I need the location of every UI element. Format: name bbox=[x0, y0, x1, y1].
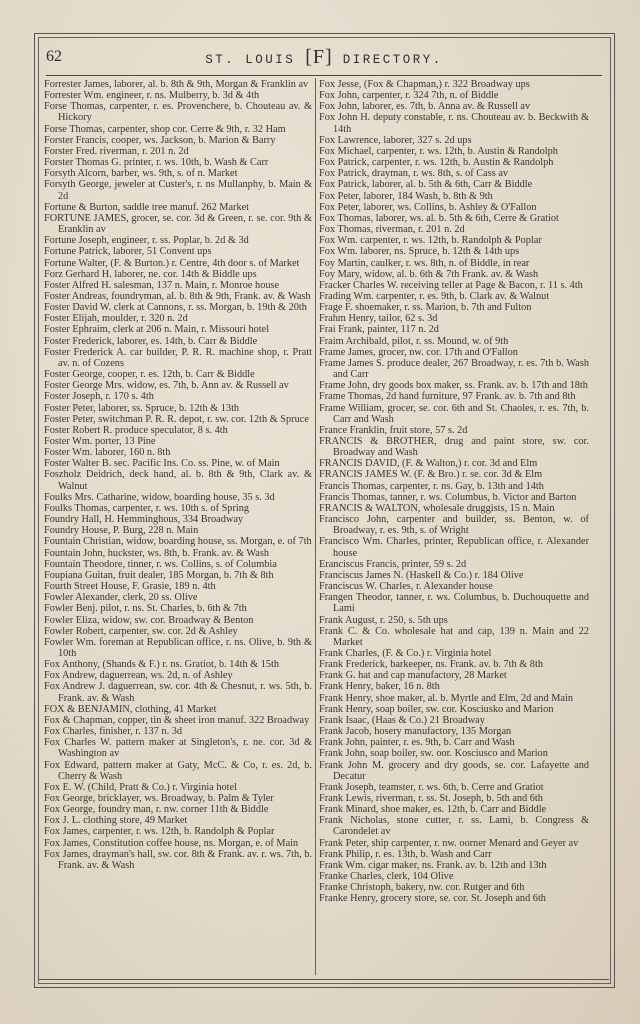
directory-entry: Foupiana Guitan, fruit dealer, 185 Morgan, b. 7th & 8th bbox=[44, 569, 274, 581]
directory-entry: Fox Michael, carpenter, r. ws. 12th, b. Austin & Randolph bbox=[319, 145, 558, 157]
directory-entry: Frahm Henry, tailor, 62 s. 3d bbox=[319, 313, 438, 325]
directory-entry: Francisco John, carpenter and builder, ss. Benton, w. of Broadway, r. es. 9th, s. of Wright bbox=[319, 514, 589, 537]
directory-entry: Forrester Wm. engineer, r. ns. Mulberry, b. 3d & 4th bbox=[44, 90, 260, 102]
directory-entry: Fox E. W. (Child, Pratt & Co.) r. Virginia hotel bbox=[44, 781, 237, 793]
directory-entry: Frank Charles, (F. & Co.) r. Virginia hotel bbox=[319, 647, 492, 659]
directory-entry: Fox James, drayman's hall, sw. cor. 8th & Frank. av. r. ws. 7th, b. Frank. av. & Wash bbox=[44, 848, 312, 871]
directory-entry: FRANCIS & BROTHER, drug and paint store, sw. cor. Broadway and Wash bbox=[319, 436, 589, 459]
directory-entry: FORTUNE JAMES, grocer, se. cor. 3d & Green, r. se. cor. 9th & Eranklin av bbox=[44, 212, 312, 236]
directory-entry: Foulks Mrs. Catharine, widow, boarding house, 35 s. 3d bbox=[44, 491, 275, 503]
directory-entry: Foster Ephraim, clerk at 206 n. Main, r. Missouri hotel bbox=[44, 324, 270, 336]
title-directory: DIRECTORY. bbox=[342, 52, 443, 67]
directory-entry: Fox & Chapman, copper, tin & sheet iron manuf. 322 Broadway bbox=[44, 714, 310, 726]
directory-entry: Forsyth George, jeweler at Custer's, r. ns Mullanphy, b. Main & 2d bbox=[44, 179, 312, 202]
directory-entry: Frank John, painter, r. es. 9th, b. Carr and Wash bbox=[319, 737, 515, 749]
directory-entry: Frank Lewis, riverman, r. ss. St. Joseph, b. 5th and 6th bbox=[319, 793, 543, 804]
directory-entry: Fox Jesse, (Fox & Chapman,) r. 322 Broadway ups bbox=[319, 79, 530, 90]
directory-entry: Forsyth Alcorn, barber, ws. 9th, s. of n. Market bbox=[44, 168, 238, 180]
page-title bbox=[86, 46, 562, 69]
directory-entry: Fox Wm. laborer, ns. Spruce, b. 12th & 14th ups bbox=[319, 246, 520, 258]
directory-entry: Fox George, bricklayer, ws. Broadway, b. Palm & Tyler bbox=[44, 793, 274, 804]
directory-entry: Frank Jacob, hosery manufactory, 135 Morgan bbox=[319, 726, 512, 738]
directory-entry: Fox Patrick, carpenter, r. ws. 12th, b. Austin & Randolph bbox=[319, 157, 554, 169]
directory-entry: Fox Anthony, (Shands & F.) r. ns. Gratiot, b. 14th & 15th bbox=[44, 659, 280, 671]
directory-entry: Fox Charles W. pattern maker at Singleton's, r. ne. cor. 3d & Washington av bbox=[44, 737, 312, 760]
directory-entry: Fox Wm. carpenter, r. ws. 12th, b. Randolph & Poplar bbox=[319, 235, 542, 247]
directory-entry: Fox Thomas, laborer, ws. al. b. 5th & 6th, Cerre & Gratiot bbox=[319, 212, 559, 224]
directory-entry: Foster Peter, switchman P. R. R. depot, r. sw. cor. 12th & Spruce bbox=[44, 413, 309, 425]
directory-entry: Foundry House, P. Burg, 228 n. Main bbox=[44, 525, 199, 537]
directory-entry: Foster George Mrs. widow, es. 7th, b. Ann av. & Russell av bbox=[44, 380, 289, 392]
directory-entry: Franciscus W. Charles, r. Alexander house bbox=[319, 581, 493, 593]
directory-entry: Fraim Archibald, pilot, r. ss. Mound, w. of 9th bbox=[319, 335, 509, 347]
directory-entry: Fountain Theodore, tinner, r. ws. Collins, s. of Columbia bbox=[44, 558, 277, 570]
directory-entry: Francis Thomas, tanner, r. ws. Columbus, b. Victor and Barton bbox=[319, 491, 577, 503]
directory-entry: Foster David W. clerk at Cannons, r. ss. Morgan, b. 19th & 20th bbox=[44, 302, 307, 314]
page-header bbox=[46, 44, 602, 70]
directory-entry: Foulks Thomas, carpenter, r. ws. 10th s. of Spring bbox=[44, 502, 250, 514]
directory-entry: Franciscus James N. (Haskell & Co.) r. 184 Olive bbox=[319, 569, 524, 581]
directory-entry: Foster Frederick, laborer, es. 14th, b. Carr & Biddle bbox=[44, 335, 258, 347]
directory-entry: Foster Wm. laborer, 160 n. 8th bbox=[44, 447, 171, 459]
directory-entry: Forster Fred. riverman, r. 201 n. 2d bbox=[44, 145, 189, 157]
directory-entry: Frai Frank, painter, 117 n. 2d bbox=[319, 324, 439, 336]
directory-entry: Fox John, laborer, es. 7th, b. Anna av. & Russell av bbox=[319, 101, 531, 113]
directory-entry: Foster Peter, laborer, ss. Spruce, b. 12th & 13th bbox=[44, 402, 240, 414]
directory-column-left bbox=[44, 79, 312, 871]
directory-entry: Forster Francis, cooper, ws. Jackson, b. Marion & Barry bbox=[44, 134, 276, 146]
directory-entry: Frame Thomas, 2d hand furniture, 97 Frank. av. b. 7th and 8th bbox=[319, 391, 576, 403]
directory-entry: Frame James, grocer, nw. cor. 17th and O'Fallon bbox=[319, 346, 518, 358]
directory-entry: Fortune & Burton, saddle tree manuf. 262 Market bbox=[44, 201, 250, 213]
directory-entry: Foster George, cooper, r. es. 12th, b. Carr & Biddle bbox=[44, 369, 255, 381]
directory-entry: Foster Alfred H. salesman, 137 n. Main, r. Monroe house bbox=[44, 279, 280, 291]
directory-entry: Fox John H. deputy constable, r. ns. Chouteau av. b. Beckwith & 14th bbox=[319, 112, 589, 135]
directory-entry: FRANCIS JAMES W. (F. & Bro.) r. se. cor. 3d & Elm bbox=[319, 469, 543, 481]
directory-entry: Frank August, r. 250, s. 5th ups bbox=[319, 614, 448, 626]
directory-entry: Fourth Street House, F. Grasie, 189 n. 4th bbox=[44, 581, 216, 593]
directory-entry: Frank Philip, r. es. 13th, b. Wash and Carr bbox=[319, 848, 492, 860]
directory-entry: Foundry Hall, H. Hemminghous, 334 Broadway bbox=[44, 514, 244, 526]
title-letter: [F] bbox=[305, 45, 333, 68]
directory-entry: Eranciscus Francis, printer, 59 s. 2d bbox=[319, 558, 467, 570]
directory-entry: Fox Charles, finisher, r. 137 n. 3d bbox=[44, 726, 183, 738]
directory-entry: Fox Edward, pattern maker at Gaty, McC. & Co, r. es. 2d, b. Cherry & Wash bbox=[44, 759, 312, 782]
directory-entry: Fortune Joseph, engineer, r. ss. Poplar, b. 2d & 3d bbox=[44, 235, 249, 247]
directory-entry: Fowler Alexander, clerk, 20 ss. Olive bbox=[44, 592, 198, 604]
directory-entry: Fowler Wm. foreman at Republican office, r. ns. Olive, b. 9th & 10th bbox=[44, 636, 312, 659]
directory-entry: Foster Robert R. produce speculator, 8 s. 4th bbox=[44, 424, 228, 436]
directory-entry: FRANCIS DAVID, (F. & Walton,) r. cor. 3d and Elm bbox=[319, 458, 538, 470]
directory-entry: Fox George, foundry man, r. nw. corner 11th & Biddle bbox=[44, 804, 269, 816]
directory-entry: Franke Christoph, bakery, nw. cor. Rutger and 6th bbox=[319, 882, 525, 894]
directory-entry: Fox Andrew J. daguerrean, sw. cor. 4th & Chesnut, r. ws. 5th, b. Frank. av. & Wash bbox=[44, 681, 312, 704]
directory-entry: Fox Peter, laborer, ws. Collins, b. Ashley & O'Fallon bbox=[319, 201, 537, 213]
directory-entry: Fox Patrick, drayman, r. ws. 8th, s. of Cass av bbox=[319, 168, 509, 180]
directory-entry: FRANCIS & WALTON, wholesale druggists, 15 n. Main bbox=[319, 502, 555, 514]
directory-entry: Francisco Wm. Charles, printer, Republican office, r. Alexander house bbox=[319, 536, 589, 559]
directory-entry: Foster Frederick A. car builder, P. R. R. machine shop, r. Pratt av. n. of Cozens bbox=[44, 346, 312, 369]
directory-entry: Fowler Eliza, widow, sw. cor. Broadway & Benton bbox=[44, 614, 254, 626]
header-rule bbox=[46, 75, 602, 76]
directory-entry: Frame John, dry goods box maker, ss. Frank. av. b. 17th and 18th bbox=[319, 380, 588, 392]
directory-entry: Frank Henry, baker, 16 n. 8th bbox=[319, 681, 440, 693]
directory-entry: Fowler Benj. pilot, r. ns. St. Charles, b. 6th & 7th bbox=[44, 603, 247, 615]
directory-entry: Foster Andreas, foundryman, al. b. 8th & 9th, Frank. av. & Wash bbox=[44, 290, 311, 302]
page-number: 62 bbox=[46, 48, 62, 65]
directory-entry: Frame William, grocer, se. cor. 6th and St. Chaoles, r. es. 7th, b. Carr and Wash bbox=[319, 402, 589, 425]
directory-entry: Frank Wm. cigar maker, ns. Frank. av. b. 12th and 13th bbox=[319, 859, 547, 871]
directory-entry: Forse Thomas, carpenter, r. es. Provenchere, b. Chouteau av. & Hickory bbox=[44, 101, 312, 124]
directory-entry: Fountain Christian, widow, boarding house, ss. Morgan, e. of 7th bbox=[44, 536, 312, 548]
directory-entry: Forrester James, laborer, al. b. 8th & 9th, Morgan & Franklin av bbox=[44, 79, 309, 90]
directory-entry: Frank John, soap boiler, sw. oor. Kosciusco and Marion bbox=[319, 748, 548, 760]
directory-entry: Forse Thomas, carpenter, shop cor. Cerre & 9th, r. 32 Ham bbox=[44, 123, 286, 135]
directory-entry: Frank Nicholas, stone cutter, r. ss. Lami, b. Congress & Carondelet av bbox=[319, 815, 589, 838]
directory-entry: Frank G. hat and cap manufactory, 28 Market bbox=[319, 670, 507, 682]
directory-entry: Frangen Theodor, tanner, r. ws. Columbus, b. Duchouquette and Lami bbox=[319, 592, 589, 615]
directory-entry: Foster Walter B. sec. Pacific Ins. Co. ss. Pine, w. of Main bbox=[44, 458, 280, 470]
directory-entry: Fox John, carpenter, r. 324 7th, n. of Biddle bbox=[319, 90, 499, 102]
directory-entry: Fox Thomas, riverman, r. 201 n. 2d bbox=[319, 224, 465, 236]
directory-entry: Fox Patrick, laborer, al. b. 5th & 6th, Carr & Biddle bbox=[319, 179, 533, 191]
directory-entry: Fox Peter, laborer, 184 Wash, b. 8th & 9th bbox=[319, 190, 493, 202]
directory-entry: Franke Charles, clerk, 104 Olive bbox=[319, 871, 454, 883]
directory-entry: Frank Frederick, barkeeper, ns. Frank. av. b. 7th & 8th bbox=[319, 659, 543, 671]
directory-entry: Fox Lawrence, laborer, 327 s. 2d ups bbox=[319, 134, 472, 146]
directory-entry: FOX & BENJAMIN, clothing, 41 Market bbox=[44, 703, 217, 715]
directory-entry: Fox James, carpenter, r. ws. 12th, b. Randolph & Poplar bbox=[44, 826, 275, 838]
directory-entry: Frank John M. grocery and dry goods, se. cor. Lafayette and Decatur bbox=[319, 759, 589, 782]
directory-entry: Fortune Patrick, laborer, 51 Convent ups bbox=[44, 246, 212, 258]
directory-entry: Frank Henry, soap boiler, sw. cor. Kosciusko and Marion bbox=[319, 703, 554, 715]
directory-entry: Frading Wm. carpenter, r. es. 9th, b. Clark av. & Walnut bbox=[319, 290, 550, 302]
directory-entry: Foy Martin, caulker, r. ws. 8th, n. of Biddle, in rear bbox=[319, 257, 530, 269]
directory-entry: Fountain John, huckster, ws. 8th, b. Frank. av. & Wash bbox=[44, 547, 269, 559]
directory-entry: Francis Thomas, carpenter, r. ns. Gay, b. 13th and 14th bbox=[319, 480, 544, 492]
directory-entry: Frank Isaac, (Haas & Co.) 21 Broadway bbox=[319, 714, 485, 726]
column-divider bbox=[315, 78, 316, 975]
title-city: ST. LOUIS bbox=[205, 52, 296, 67]
directory-entry: Forz Gerhard H. laborer, ne. cor. 14th & Biddle ups bbox=[44, 268, 257, 280]
directory-entry: Franke Henry, grocery store, se. cor. St. Joseph and 6th bbox=[319, 893, 546, 905]
directory-entry: Frank C. & Co. wholesale hat and cap, 139 n. Main and 22 Market bbox=[319, 625, 589, 648]
directory-entry: Fox J. L. clothing store, 49 Market bbox=[44, 815, 188, 827]
directory-entry: Foster Wm. porter, 13 Pine bbox=[44, 436, 156, 447]
directory-entry: Foy Mary, widow, al. b. 6th & 7th Frank. av. & Wash bbox=[319, 268, 539, 280]
footer-rule bbox=[38, 979, 609, 980]
directory-entry: Fox Andrew, daguerrean, ws. 2d, n. of Ashley bbox=[44, 670, 233, 682]
directory-entry: Fowler Robert, carpenter, sw. cor. 2d & Ashley bbox=[44, 625, 238, 637]
directory-entry: Foster Joseph, r. 170 s. 4th bbox=[44, 391, 154, 403]
directory-entry: France Franklin, fruit store, 57 s. 2d bbox=[319, 424, 468, 436]
directory-entry: Fortune Walter, (F. & Burton.) r. Centre, 4th door s. of Market bbox=[44, 257, 300, 269]
directory-entry: Frame James S. produce dealer, 267 Broadway, r. es. 7th b. Wash and Carr bbox=[319, 357, 589, 381]
directory-entry: Frage F. shoemaker, r. ss. Marion, b. 7th and Fulton bbox=[319, 302, 532, 314]
directory-entry: Frank Peter, ship carpenter, r. nw. oorner Menard and Geyer av bbox=[319, 837, 579, 849]
directory-entry: Frank Henry, shoe maker, al. b. Myrtle and Elm, 2d and Main bbox=[319, 692, 573, 704]
directory-column-right bbox=[319, 79, 589, 905]
directory-entry: Fracker Charles W. receiving teller at Page & Bacon, r. 11 s. 4th bbox=[319, 279, 583, 291]
directory-entry: Foster Elijah, moulder, r. 320 n. 2d bbox=[44, 313, 188, 325]
directory-entry: Forster Thomas G. printer, r. ws. 10th, b. Wash & Carr bbox=[44, 157, 269, 169]
directory-entry: Frank Minard, shoe maker, es. 12th, b. Carr and Biddle bbox=[319, 804, 547, 816]
directory-entry: Foszholz Deidrich, deck hand, al. b. 8th & 9th, Clark av. & Walnut bbox=[44, 469, 312, 492]
directory-entry: Fox James, Constitution coffee house, ns. Morgan, e. of Main bbox=[44, 837, 299, 849]
directory-entry: Frank Joseph, teamster, r. ws. 6th, b. Cerre and Gratiot bbox=[319, 781, 544, 793]
